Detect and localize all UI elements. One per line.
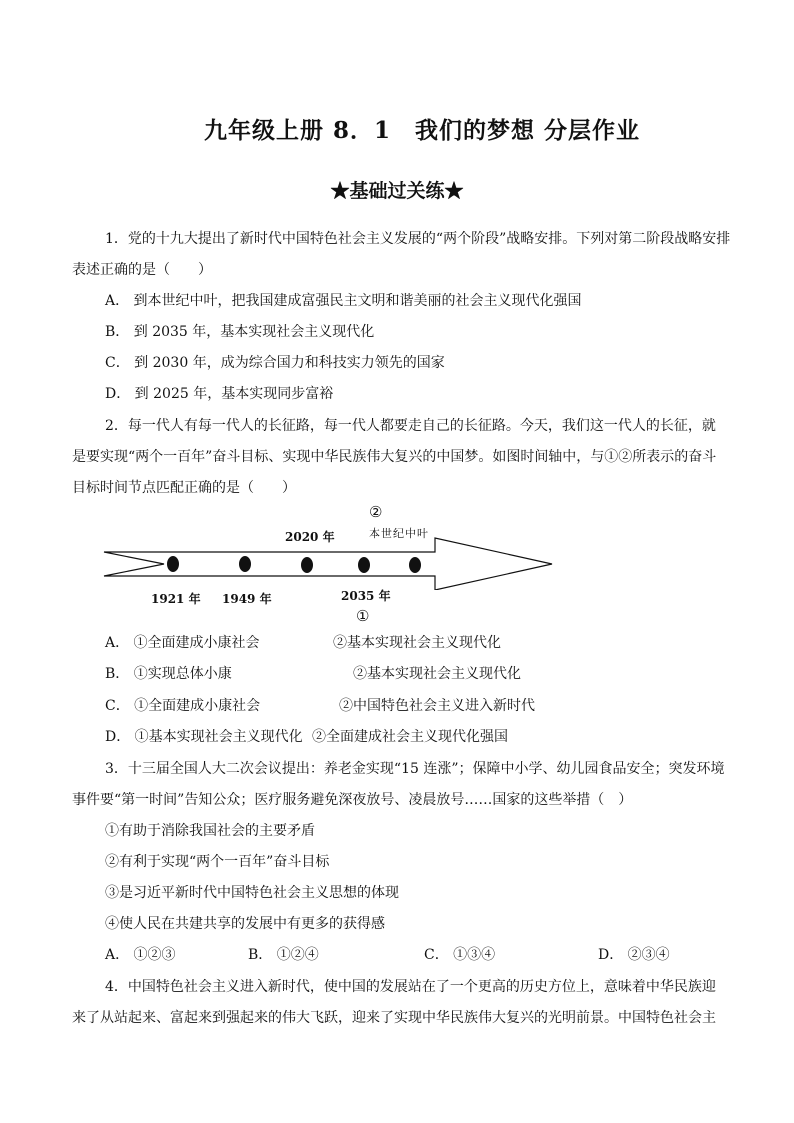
q2-option-c-left: C． ①全面建成小康社会 [105, 698, 261, 714]
q3-statement-4: ④使人民在共建共享的发展中有更多的获得感 [105, 916, 385, 932]
q3-stem-line1: 3．十三届全国人大二次会议提出：养老金实现“15 连涨”；保障中小学、幼儿园食品安全；突发环境 [105, 761, 725, 777]
timeline-arrow [100, 530, 560, 590]
timeline-dot-1921 [167, 556, 179, 572]
q2-option-c-right: ②中国特色社会主义进入新时代 [339, 698, 535, 714]
q2-stem-line1: 2．每一代人有每一代人的长征路，每一代人都要走自己的长征路。今天，我们这一代人的长征，就 [105, 418, 716, 434]
timeline-label-2020: 2020 年 [285, 530, 335, 544]
timeline-label-mid-century: 本世纪中叶 [369, 527, 429, 540]
q1-option-c: C． 到 2030 年，成为综合国力和科技实力领先的国家 [105, 355, 445, 371]
q3-option-d: D． ②③④ [598, 947, 670, 963]
q2-option-a-left: A． ①全面建成小康社会 [105, 635, 260, 651]
q3-option-b: B． ①②④ [248, 947, 319, 963]
q1-stem-line2: 表述正确的是（ ） [72, 262, 212, 278]
q3-statement-3: ③是习近平新时代中国特色社会主义思想的体现 [105, 885, 399, 901]
q2-option-d-right: ②全面建成社会主义现代化强国 [312, 729, 508, 745]
timeline-dot-2035 [358, 557, 370, 573]
q1-option-d: D． 到 2025 年，基本实现同步富裕 [105, 386, 334, 402]
timeline-label-1949: 1949 年 [222, 592, 272, 606]
timeline-label-1921: 1921 年 [151, 592, 201, 606]
q2-option-d-left: D． ①基本实现社会主义现代化 [105, 729, 303, 745]
q2-option-a-right: ②基本实现社会主义现代化 [333, 635, 501, 651]
q1-stem-line1: 1．党的十九大提出了新时代中国特色社会主义发展的“两个阶段”战略安排。下列对第二阶段战略安排 [105, 231, 731, 247]
q3-option-a: A． ①②③ [105, 947, 176, 963]
timeline-marker-1: ① [356, 607, 370, 625]
page-title: 九年级上册 8．1 我们的梦想 分层作业 [203, 117, 641, 144]
q2-option-b-right: ②基本实现社会主义现代化 [353, 666, 521, 682]
timeline-marker-2: ② [369, 503, 383, 521]
q3-option-c: C． ①③④ [424, 947, 496, 963]
q2-option-b-left: B． ①实现总体小康 [105, 666, 232, 682]
q3-statement-2: ②有利于实现“两个一百年”奋斗目标 [105, 854, 330, 870]
q1-option-a: A． 到本世纪中叶，把我国建成富强民主文明和谐美丽的社会主义现代化强国 [105, 293, 582, 309]
timeline-dot-2020 [301, 557, 313, 573]
q2-stem-line3: 目标时间节点匹配正确的是（ ） [72, 480, 296, 496]
q2-stem-line2: 是要实现“两个一百年”奋斗目标、实现中华民族伟大复兴的中国梦。如图时间轴中，与①②所表示的奋斗 [72, 449, 717, 465]
q4-stem-line1: 4．中国特色社会主义进入新时代，使中国的发展站在了一个更高的历史方位上，意味着中华民族迎 [105, 979, 716, 995]
q3-stem-line2: 事件要“第一时间”告知公众；医疗服务避免深夜放号、凌晨放号……国家的这些举措（ ） [72, 792, 633, 808]
timeline-label-2035: 2035 年 [341, 589, 391, 603]
section-heading: ★基础过关练★ [330, 180, 464, 202]
q4-stem-line2: 来了从站起来、富起来到强起来的伟大飞跃，迎来了实现中华民族伟大复兴的光明前景。中国特色社会主 [72, 1010, 716, 1026]
timeline-dot-mid-century [409, 557, 421, 573]
timeline-dot-1949 [239, 556, 251, 572]
q3-statement-1: ①有助于消除我国社会的主要矛盾 [105, 823, 315, 839]
q1-option-b: B． 到 2035 年，基本实现社会主义现代化 [105, 324, 375, 340]
